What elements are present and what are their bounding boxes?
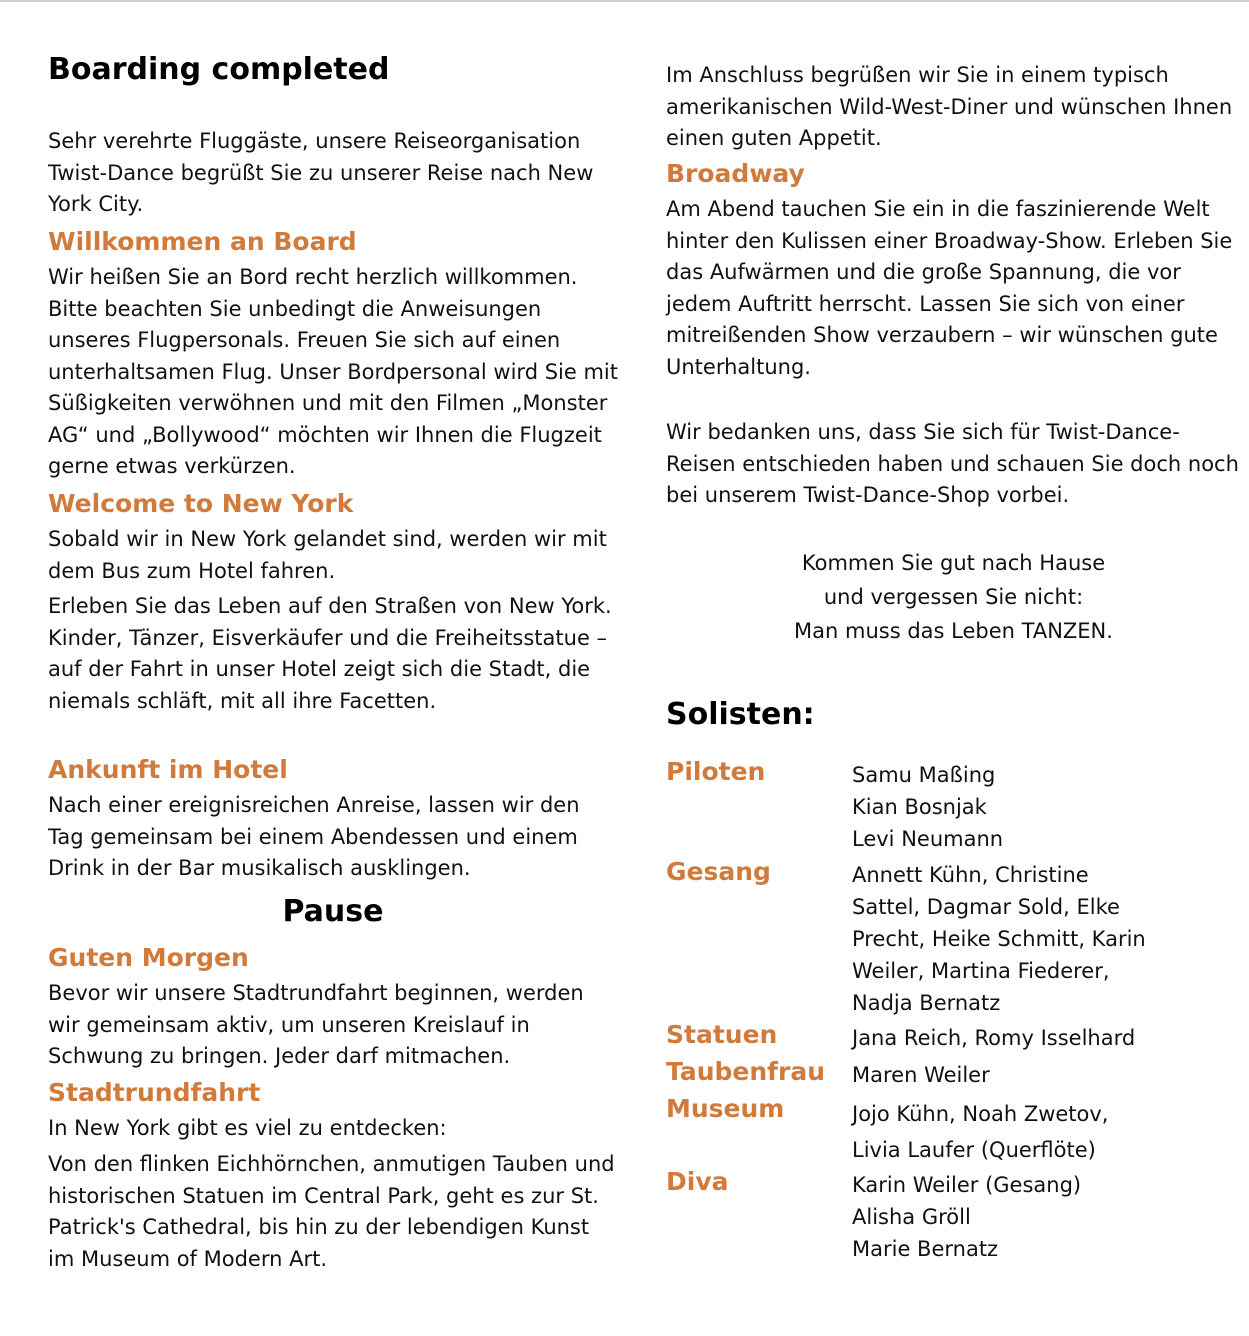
soloist-role-piloten: Piloten: [666, 757, 766, 786]
morning-text: Bevor wir unsere Stadtrundfahrt beginnen, werden wir gemeinsam aktiv, um unseren Kreislauf in Schwung zu bringen. Jeder darf mitmachen.: [48, 981, 584, 1068]
soloist-name: Precht, Heike Schmitt, Karin: [852, 927, 1146, 951]
soloist-name: Annett Kühn, Christine: [852, 863, 1089, 887]
welcome-heading: Willkommen an Board: [48, 227, 357, 256]
tour-heading: Stadtrundfahrt: [48, 1078, 261, 1107]
soloist-names-gesang: [852, 859, 1172, 1019]
soloist-names-diva: [852, 1169, 1172, 1265]
page-title: Boarding completed: [48, 52, 390, 87]
thanks-text: Wir bedanken uns, dass Sie sich für Twist-Dance-Reisen entschieden haben und schauen Sie doch noch bei unserem Twist-Dance-Shop vorbei.: [666, 420, 1239, 507]
tour-text-2: Von den flinken Eichhörnchen, anmutigen Tauben und historischen Statuen im Central Park, geht es zur St. Patrick's Cathedral, bis hin zu der lebendigen Kunst im Museum of Modern Art.: [48, 1152, 615, 1271]
tour-text-1: In New York gibt es viel zu entdecken:: [48, 1116, 447, 1140]
top-divider: [0, 0, 1249, 2]
soloist-name: Marie Bernatz: [852, 1237, 999, 1261]
soloist-name: Nadja Bernatz: [852, 991, 1001, 1015]
broadway-text: Am Abend tauchen Sie ein in die faszinierende Welt hinter den Kulissen einer Broadway-Show. Erleben Sie das Aufwärmen und die große Spannung, die vor jedem Auftritt herrscht. Lassen Sie sich von einer mitreißenden Show verzaubern – wir wünschen gute Unterhaltung.: [666, 197, 1233, 379]
soloist-name: Levi Neumann: [852, 827, 1004, 851]
welcome-text: Wir heißen Sie an Bord recht herzlich willkommen. Bitte beachten Sie unbedingt die Anweisungen unseres Flugpersonals. Freuen Sie sich auf einen unterhaltsamen Flug. Unser Bordpersonal wird Sie mit Süßigkeiten verwöhnen und mit den Filmen „Monster AG“ und „Bollywood“ möchten wir Ihnen die Flugzeit gerne etwas verkürzen.: [48, 265, 618, 478]
soloist-role-statuen: Statuen: [666, 1020, 778, 1049]
soloist-names-piloten: [852, 759, 1172, 855]
diner-text: Im Anschluss begrüßen wir Sie in einem typisch amerikanischen Wild-West-Diner und wünschen Ihnen einen guten Appetit.: [666, 63, 1233, 150]
closing-line-2: und vergessen Sie nicht:: [823, 585, 1084, 609]
broadway-heading: Broadway: [666, 159, 805, 188]
soloist-names-museum: [852, 1096, 1172, 1168]
soloist-name: Jojo Kühn, Noah Zwetov,: [852, 1102, 1109, 1126]
soloist-names-statuen: Jana Reich, Romy Isselhard: [852, 1026, 1136, 1050]
soloists-title: Solisten:: [666, 697, 815, 732]
intro-text: Sehr verehrte Fluggäste, unsere Reiseorganisation Twist-Dance begrüßt Sie zu unserer Reise nach New York City.: [48, 129, 594, 216]
closing-line-1: Kommen Sie gut nach Hause: [801, 551, 1106, 575]
soloist-name: Alisha Gröll: [852, 1205, 971, 1229]
soloist-role-museum: Museum: [666, 1094, 785, 1123]
soloist-role-diva: Diva: [666, 1167, 729, 1196]
newyork-heading: Welcome to New York: [48, 489, 354, 518]
soloist-role-taubenfrau: Taubenfrau: [666, 1057, 826, 1086]
soloist-name: Karin Weiler (Gesang): [852, 1173, 1082, 1197]
newyork-text-2: Erleben Sie das Leben auf den Straßen von New York. Kinder, Tänzer, Eisverkäufer und die Freiheitsstatue – auf der Fahrt in unser Hotel zeigt sich die Stadt, die niemals schläft, mit all ihre Facetten.: [48, 594, 612, 713]
soloist-name: Sattel, Dagmar Sold, Elke: [852, 895, 1120, 919]
hotel-heading: Ankunft im Hotel: [48, 755, 288, 784]
pause-heading: Pause: [282, 894, 384, 929]
soloist-name: Kian Bosnjak: [852, 795, 987, 819]
soloist-names-taubenfrau: Maren Weiler: [852, 1063, 990, 1087]
closing-message: [666, 546, 1241, 648]
soloist-name: Weiler, Martina Fiederer,: [852, 959, 1110, 983]
soloist-name: Samu Maßing: [852, 763, 996, 787]
soloist-name: Livia Laufer (Querflöte): [852, 1138, 1096, 1162]
soloist-role-gesang: Gesang: [666, 857, 771, 886]
closing-line-3: Man muss das Leben TANZEN.: [794, 619, 1113, 643]
morning-heading: Guten Morgen: [48, 943, 249, 972]
newyork-text-1: Sobald wir in New York gelandet sind, werden wir mit dem Bus zum Hotel fahren.: [48, 527, 607, 583]
hotel-text: Nach einer ereignisreichen Anreise, lassen wir den Tag gemeinsam bei einem Abendessen und einem Drink in der Bar musikalisch ausklingen.: [48, 793, 580, 880]
